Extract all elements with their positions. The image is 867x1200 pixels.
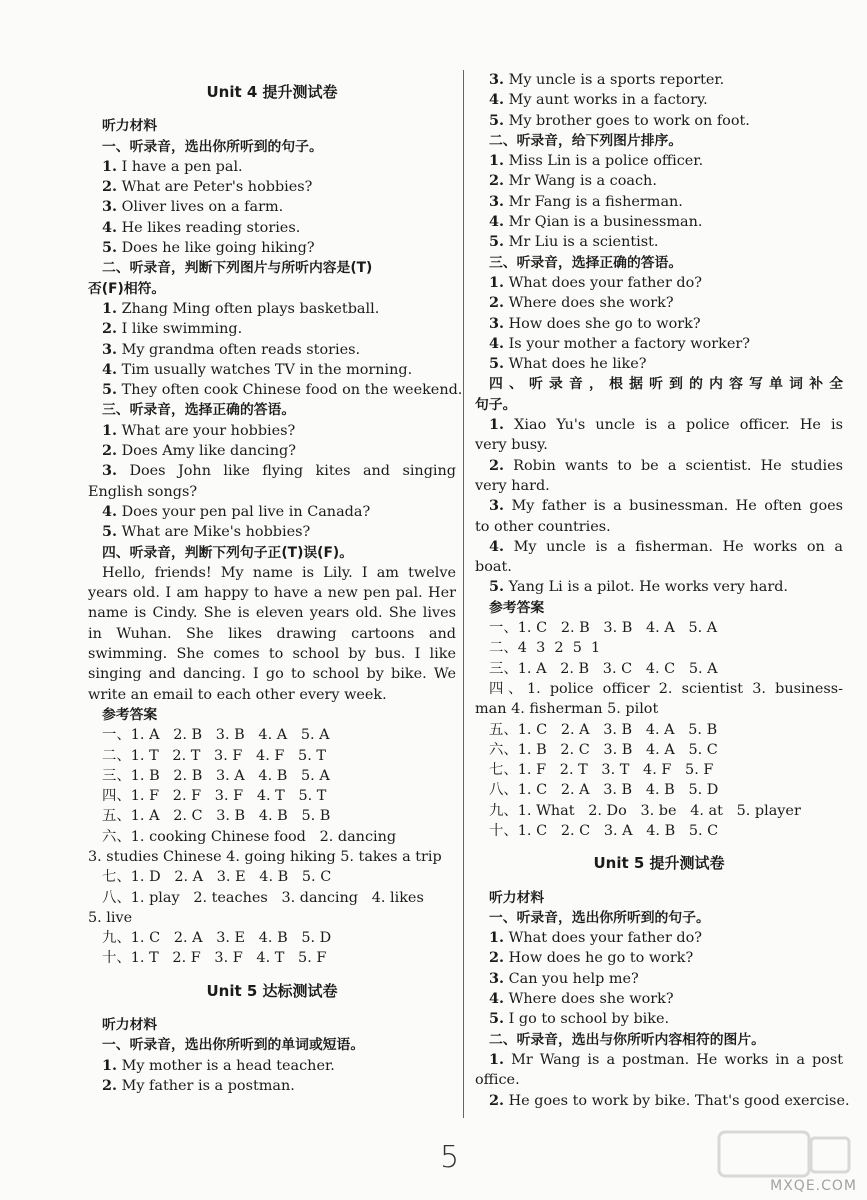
answer-line: 五、1. C 2. A 3. B 4. A 5. B [489,721,718,738]
item-text: Does John like flying kites and singing [129,463,456,480]
section-heading: 三、听录音，选择正确的答语。 [102,402,296,419]
item-number: 3. [489,497,505,515]
item-text: My mother is a head teacher. [121,1057,335,1074]
continued-line: to other countries. [475,518,611,535]
list-item [475,989,843,1009]
passage-paragraph: Hello, friends! My name is Lily. I am twelve years old. I am happy to have a new pen pal. Her name is Cindy. She is eleven years old. She lives in Wuhan. She likes drawing cartoons and swimming. She comes to school by bus. I like singing and dancing. I go to school by bike. We write an email to each other every week. [88,564,456,703]
list-item [88,522,456,542]
list-item [88,197,456,217]
list-item [88,340,456,360]
answer-line: 七、1. D 2. A 3. E 4. B 5. C [102,869,332,886]
item-text: How does he go to work? [508,950,694,967]
list-item [88,441,456,461]
list-item [475,969,843,989]
item-text: Does your pen pal live in Canada? [121,503,371,520]
list-item [475,314,843,334]
item-number: 3. [489,71,505,88]
list-item [88,319,456,339]
item-text: Where does she work? [508,295,674,312]
item-text: What are Mike's hobbies? [121,524,311,541]
item-number: 1. [102,1056,118,1074]
continued-line: 3. studies Chinese 4. going hiking 5. takes a trip [88,848,442,865]
item-text: Mr Wang is a postman. He works in a post [511,1051,843,1068]
item-text: What are Peter's hobbies? [121,179,313,196]
list-item [475,928,843,948]
answer-line: 十、1. T 2. F 3. F 4. T 5. F [102,950,327,967]
list-item [475,537,843,557]
left-column [88,70,463,1096]
item-text: Mr Liu is a scientist. [508,234,659,251]
item-text: Robin wants to be a scientist. He studies [513,457,843,474]
item-number: 2. [489,949,505,967]
section-heading: 四、听录音，判断下列句子正(T)误(F)。 [102,544,354,561]
item-number: 3. [489,314,505,332]
item-number: 1. [489,416,505,434]
item-number: 5. [489,233,505,251]
section-heading: 听力材料 [489,889,545,906]
item-text: Miss Lin is a police officer. [508,153,704,170]
list-item [88,299,456,319]
list-item [475,354,843,374]
item-number: 4. [489,213,505,231]
item-number: 4. [102,218,118,236]
item-text: What are your hobbies? [121,422,296,439]
item-number: 4. [102,360,118,378]
item-number: 2. [489,456,505,474]
list-item [475,70,843,90]
item-number: 5. [489,111,505,129]
list-item [475,948,843,968]
answer-line: 五、1. A 2. C 3. B 4. B 5. B [102,808,331,825]
list-item [475,415,843,435]
item-number: 4. [489,990,505,1008]
answer-line: 六、1. cooking Chinese food 2. dancing [102,828,397,845]
item-text: Oliver lives on a farm. [121,199,284,216]
list-item [88,157,456,177]
right-column [475,70,850,1111]
list-item [88,1076,456,1096]
answer-line: 三、1. A 2. B 3. C 4. C 5. A [489,660,718,677]
list-item [475,273,843,293]
list-item [475,212,843,232]
item-text: What does your father do? [508,930,702,947]
item-text: Can you help me? [508,970,639,987]
list-item [475,90,843,110]
answer-line: 四、1. F 2. F 3. F 4. T 5. T [102,788,327,805]
list-item [88,218,456,238]
section-title: Unit 4 提升测试卷 [206,83,338,101]
list-item [88,461,456,481]
answer-line: 八、1. C 2. A 3. B 4. B 5. D [489,782,719,799]
section-heading-continued: 否(F)相符。 [88,280,166,297]
item-text: Is your mother a factory worker? [508,335,750,352]
item-number: 5. [102,381,118,399]
continued-line: English songs? [88,483,198,500]
section-heading: 一、听录音，选出你所听到的句子。 [489,909,710,926]
item-number: 3. [102,340,118,358]
continued-line: very busy. [475,437,548,454]
item-number: 3. [489,192,505,210]
answer-line: 九、1. What 2. Do 3. be 4. at 5. player [489,802,801,819]
item-text: How does she go to work? [508,315,701,332]
item-text: What does he like? [508,356,647,373]
item-number: 2. [489,294,505,312]
section-heading: 三、听录音，选择正确的答语。 [489,254,683,271]
list-item [475,232,843,252]
section-heading: 听力材料 [102,118,158,135]
answer-line: 六、1. B 2. C 3. B 4. A 5. C [489,741,718,758]
list-item [475,334,843,354]
list-item [475,1091,850,1111]
item-text: Where does she work? [508,991,674,1008]
list-item [88,421,456,441]
section-heading: 二、听录音，给下列图片排序。 [489,132,683,149]
section-heading: 一、听录音，选出你所听到的单词或短语。 [102,1037,365,1054]
item-number: 5. [102,523,118,541]
item-number: 4. [489,91,505,109]
list-item [475,151,843,171]
list-item [88,177,456,197]
item-number: 3. [102,198,118,216]
item-text: I have a pen pal. [121,158,243,175]
item-text: He likes reading stories. [121,219,301,236]
page-number: 5 [440,1140,460,1175]
list-item [475,496,843,516]
list-item [88,380,463,400]
item-number: 4. [489,537,505,555]
item-text: My father is a postman. [121,1077,295,1094]
item-number: 3. [102,462,118,480]
item-number: 2. [489,1091,505,1109]
list-item [475,1009,843,1029]
item-text: What does your father do? [508,274,702,291]
item-text: I go to school by bike. [508,1011,670,1028]
list-item [88,1056,456,1076]
section-heading: 四、听录音，根据听到的内容写单词补全 [489,376,843,393]
item-text: Zhang Ming often plays basketball. [121,300,380,317]
answer-line: 二、4 3 2 5 1 [489,640,601,657]
list-item [88,238,456,258]
item-text: Mr Wang is a coach. [508,173,657,190]
answer-line: 一、1. A 2. B 3. B 4. A 5. A [102,727,330,744]
list-item [475,111,843,131]
answer-line: 三、1. B 2. B 3. A 4. B 5. A [102,767,330,784]
item-text: Xiao Yu's uncle is a police officer. He is [514,417,843,434]
item-text: He goes to work by bike. That's good exercise. [508,1092,850,1109]
item-number: 1. [489,152,505,170]
item-text: My uncle is a fisherman. He works on a [513,538,843,555]
answer-line: 九、1. C 2. A 3. E 4. B 5. D [102,930,332,947]
continued-line: man 4. fisherman 5. pilot [475,701,659,718]
item-text: I like swimming. [121,321,243,338]
item-number: 1. [489,1050,505,1068]
answer-line: 二、1. T 2. T 3. F 4. F 5. T [102,747,326,764]
section-title: Unit 5 达标测试卷 [206,981,338,1000]
watermark-text: MXQE.COM [770,1178,857,1194]
section-heading: 参考答案 [102,706,158,723]
item-number: 5. [489,1010,505,1028]
item-number: 2. [102,442,118,460]
item-number: 5. [102,239,118,257]
continued-line: very hard. [475,477,550,494]
list-item [475,192,843,212]
continued-line: office. [475,1072,520,1089]
item-number: 2. [102,178,118,196]
list-item [88,502,456,522]
list-item [475,577,843,597]
answer-line: 四、1. police officer 2. scientist 3. business- [489,680,843,697]
item-text: My brother goes to work on foot. [508,112,750,129]
item-number: 5. [489,355,505,373]
answer-line: 一、1. C 2. B 3. B 4. A 5. A [489,620,718,637]
section-heading: 听力材料 [102,1017,158,1034]
item-text: They often cook Chinese food on the weekend. [121,382,463,399]
item-text: Mr Fang is a fisherman. [508,193,683,210]
item-text: Tim usually watches TV in the morning. [121,361,413,378]
list-item [88,360,456,380]
section-heading: 参考答案 [489,599,545,616]
item-number: 2. [102,1076,118,1094]
item-number: 4. [489,334,505,352]
item-text: Yang Li is a pilot. He works very hard. [508,579,789,596]
item-number: 4. [102,502,118,520]
item-number: 1. [489,929,505,947]
continued-line: boat. [475,559,512,576]
item-text: My grandma often reads stories. [121,341,361,358]
section-heading: 二、听录音，选出与你所听内容相符的图片。 [489,1031,765,1048]
item-number: 2. [489,172,505,190]
item-number: 3. [489,969,505,987]
answer-line: 八、1. play 2. teaches 3. dancing 4. likes [102,889,424,906]
item-number: 5. [489,578,505,596]
item-text: My uncle is a sports reporter. [508,72,725,88]
list-item [475,1050,843,1070]
item-number: 1. [102,299,118,317]
section-heading: 二、听录音，判断下列图片与所听内容是(T) [102,260,373,277]
section-title: Unit 5 提升测试卷 [593,854,725,873]
item-number: 1. [489,273,505,291]
item-number: 1. [102,157,118,175]
item-text: Mr Qian is a businessman. [508,214,703,231]
list-item [475,293,843,313]
answer-line: 十、1. C 2. C 3. A 4. B 5. C [489,822,719,839]
list-item [475,171,843,191]
answer-line: 七、1. F 2. T 3. T 4. F 5. F [489,762,714,779]
item-text: Does Amy like dancing? [121,443,296,460]
list-item [475,456,843,476]
item-number: 1. [102,421,118,439]
continued-line: 5. live [88,909,133,926]
column-divider [463,70,464,1118]
item-text: My aunt works in a factory. [508,92,708,109]
item-text: Does he like going hiking? [121,240,315,257]
section-heading: 一、听录音，选出你所听到的句子。 [102,138,323,155]
item-number: 2. [102,320,118,338]
section-heading-continued: 句子。 [475,396,517,413]
item-text: My father is a businessman. He often goes [511,498,844,515]
